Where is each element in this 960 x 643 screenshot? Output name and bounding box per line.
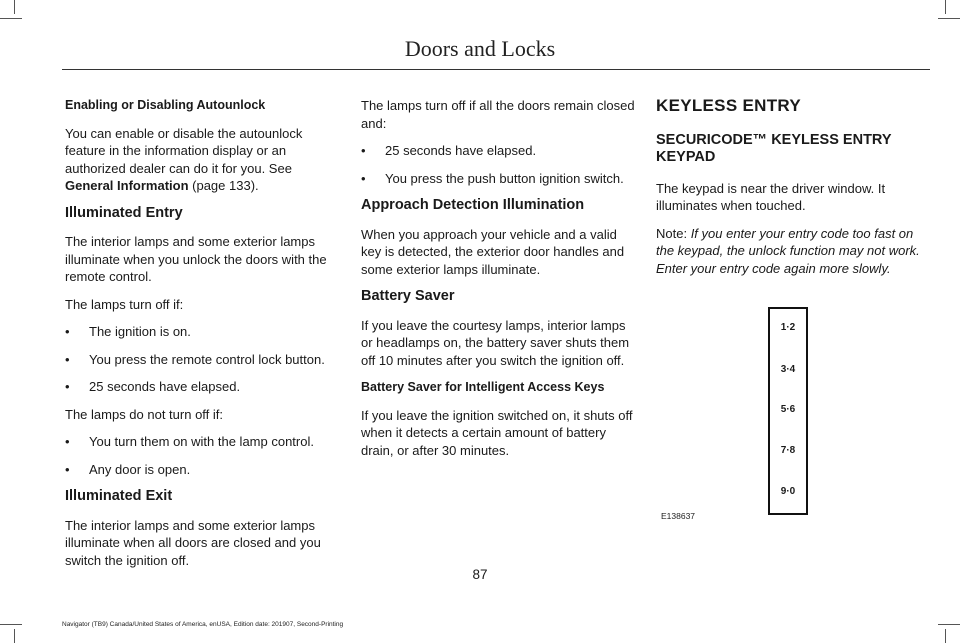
list-lamps-not-off bbox=[65, 433, 340, 478]
paragraph-keypad: The keypad is near the driver window. It illuminates when touched. bbox=[656, 180, 886, 213]
crop-mark bbox=[945, 629, 946, 643]
list-item: • The ignition is on. bbox=[65, 323, 340, 341]
heading-illuminated-entry: Illuminated Entry bbox=[65, 204, 183, 221]
list-item: • 25 seconds have elapsed. bbox=[361, 142, 636, 160]
keypad-key-5-6: 5·6 bbox=[780, 404, 796, 415]
crop-mark bbox=[14, 629, 15, 643]
paragraph-battery-saver-iak: If you leave the ignition switched on, it shuts off when it detects a certain amount of battery drain, or after 30 minutes. bbox=[361, 407, 633, 458]
column-3 bbox=[656, 97, 931, 287]
page-number: 87 bbox=[472, 567, 488, 582]
list-lamps-off-if bbox=[65, 323, 340, 396]
paragraph-lamps-off-if: The lamps turn off if: bbox=[65, 296, 184, 312]
list-item: • You turn them on with the lamp control. bbox=[65, 433, 340, 451]
heading-illuminated-exit: Illuminated Exit bbox=[65, 488, 173, 504]
note bbox=[656, 225, 931, 278]
page-title: Doors and Locks bbox=[404, 36, 556, 61]
paragraph-all-doors: The lamps turn off if all the doors remain closed and: bbox=[361, 98, 635, 131]
paragraph-battery-saver: If you leave the courtesy lamps, interior lamps or headlamps on, the battery saver shuts them off 10 minutes after you switch the ignition off. bbox=[361, 317, 630, 368]
paragraph-lamps-not-off: The lamps do not turn off if: bbox=[65, 406, 224, 422]
heading-approach-detection: Approach Detection Illumination bbox=[361, 197, 585, 213]
list-all-doors bbox=[361, 142, 636, 187]
heading-keyless-entry: KEYLESS ENTRY bbox=[656, 96, 801, 115]
crop-mark bbox=[0, 624, 22, 625]
crop-mark bbox=[14, 0, 15, 14]
note-text: If you enter your entry code too fast on the keypad, the unlock function may not work. Enter your entry code again more slowly. bbox=[656, 225, 920, 276]
paragraph-autounlock bbox=[65, 125, 340, 195]
autounlock-text: You can enable or disable the autounlock feature in the information display or an authorized dealer can do it for you. See bbox=[65, 125, 303, 176]
crop-mark bbox=[938, 624, 960, 625]
list-item: • You press the remote control lock button. bbox=[65, 351, 340, 369]
paragraph-illuminated-entry: The interior lamps and some exterior lamps illuminate when you unlock the doors with the remote control. bbox=[65, 234, 327, 284]
general-information-link[interactable]: General Information bbox=[65, 178, 189, 193]
crop-mark bbox=[945, 0, 946, 14]
keypad-key-9-0: 9·0 bbox=[780, 486, 796, 497]
list-item: • You press the push button ignition switch. bbox=[361, 170, 636, 188]
autounlock-page-ref: (page 133). bbox=[188, 178, 259, 193]
list-item: • 25 seconds have elapsed. bbox=[65, 378, 340, 396]
crop-mark bbox=[938, 18, 960, 19]
figure-code: E138637 bbox=[661, 511, 696, 521]
heading-autounlock: Enabling or Disabling Autounlock bbox=[65, 98, 266, 112]
column-2 bbox=[361, 97, 636, 469]
keypad-key-3-4: 3·4 bbox=[780, 364, 796, 375]
note-label: Note: bbox=[656, 225, 688, 241]
keypad-key-1-2: 1·2 bbox=[780, 322, 796, 333]
edition-footer: Navigator (TB9) Canada/United States of America, enUSA, Edition date: 201907, Second-Printing bbox=[62, 621, 344, 628]
paragraph-illuminated-exit: The interior lamps and some exterior lamps illuminate when all doors are closed and you switch the ignition off. bbox=[65, 517, 321, 568]
crop-mark bbox=[0, 18, 22, 19]
title-divider bbox=[62, 69, 930, 70]
keypad-illustration bbox=[768, 307, 808, 515]
heading-securicode-keypad: SECURICODE™ KEYLESS ENTRY KEYPAD bbox=[656, 131, 892, 165]
heading-battery-saver-iak: Battery Saver for Intelligent Access Keys bbox=[361, 380, 605, 394]
heading-battery-saver: Battery Saver bbox=[361, 288, 455, 304]
paragraph-approach-detection: When you approach your vehicle and a valid key is detected, the exterior door handles and some exterior lamps illuminate. bbox=[361, 226, 625, 277]
list-item: • Any door is open. bbox=[65, 461, 340, 479]
column-1 bbox=[65, 97, 340, 579]
keypad-key-7-8: 7·8 bbox=[780, 445, 796, 456]
